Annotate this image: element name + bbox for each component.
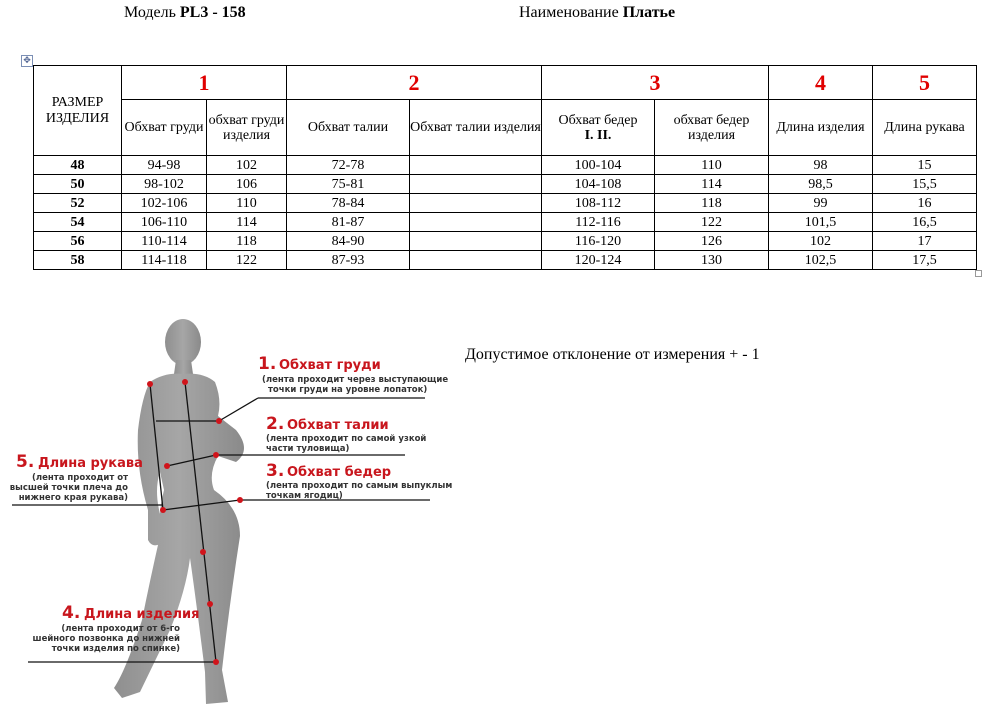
table-cell: 126 [655,232,769,251]
table-cell: 75-81 [287,175,410,194]
size-cell: 56 [34,232,122,251]
table-cell: 118 [655,194,769,213]
svg-text:(лента проходит через выступаю: (лента проходит через выступающие [262,375,449,385]
svg-text:Обхват груди: Обхват груди [279,358,381,373]
table-cell: 99 [769,194,873,213]
column-header: Длина изделия [769,100,873,156]
table-cell: 114 [655,175,769,194]
column-header [542,100,655,156]
column-header: Обхват груди [122,100,207,156]
svg-text:точки изделия по спинке): точки изделия по спинке) [51,644,180,654]
table-cell: 17,5 [873,251,977,270]
table-cell [410,194,542,213]
label-sleeve-length [10,452,143,503]
svg-text:(лента проходит от 6-го: (лента проходит от 6-го [61,624,180,634]
table-cell: 112-116 [542,213,655,232]
table-cell: 78-84 [287,194,410,213]
svg-text:Обхват талии: Обхват талии [287,418,389,433]
size-cell: 50 [34,175,122,194]
table-cell: 17 [873,232,977,251]
name-label: Наименование [519,4,619,21]
svg-text:точки груди на уровне лопаток): точки груди на уровне лопаток) [268,385,428,395]
table-cell: 120-124 [542,251,655,270]
table-row [34,194,977,213]
label-waist [266,414,426,454]
table-cell: 98 [769,156,873,175]
svg-text:4.: 4. [62,603,81,623]
table-cell: 15,5 [873,175,977,194]
name-value: Платье [622,4,676,21]
table-cell: 110-114 [122,232,207,251]
label-garment-length [33,603,200,654]
svg-text:высшей точки плеча до: высшей точки плеча до [9,483,128,493]
table-cell [410,251,542,270]
label-bust [258,354,448,395]
table-cell: 118 [207,232,287,251]
table-resize-handle[interactable] [975,270,982,277]
table-cell: 116-120 [542,232,655,251]
svg-text:(лента проходит от: (лента проходит от [32,473,128,483]
svg-text:(лента проходит по самой узкой: (лента проходит по самой узкой [266,434,427,444]
table-cell [410,213,542,232]
table-cell: 122 [207,251,287,270]
table-row [34,232,977,251]
table-cell: 114 [207,213,287,232]
group-number-2: 2 [287,66,542,100]
table-cell: 110 [207,194,287,213]
group-number-4: 4 [769,66,873,100]
table-move-handle-icon[interactable]: ✥ [21,55,33,67]
table-cell: 104-108 [542,175,655,194]
svg-text:нижнего края рукава): нижнего края рукава) [18,493,128,503]
table-cell: 72-78 [287,156,410,175]
table-cell: 101,5 [769,213,873,232]
table-cell: 106 [207,175,287,194]
label-hips [266,461,452,501]
table-cell: 102,5 [769,251,873,270]
svg-text:Обхват бедер: Обхват бедер [287,465,392,480]
svg-text:Длина рукава: Длина рукава [38,456,143,471]
table-cell [410,156,542,175]
table-cell: 110 [655,156,769,175]
svg-text:части туловища): части туловища) [266,444,350,454]
model-heading [124,4,246,22]
column-header: Обхват талии изделия [410,100,542,156]
tolerance-note: Допустимое отклонение от измерения + - 1 [465,346,760,363]
table-cell: 98,5 [769,175,873,194]
size-cell: 48 [34,156,122,175]
table-cell: 98-102 [122,175,207,194]
svg-text:шейного позвонка до нижней: шейного позвонка до нижней [32,634,180,644]
size-cell: 52 [34,194,122,213]
table-row [34,175,977,194]
measurement-figure [0,300,460,718]
table-cell: 106-110 [122,213,207,232]
table-row [34,156,977,175]
model-value: PL3 - 158 [179,4,246,21]
size-table [33,65,977,270]
svg-text:(лента проходит по самым выпук: (лента проходит по самым выпуклым [266,481,453,491]
table-cell: 15 [873,156,977,175]
column-header: обхват бедер изделия [655,100,769,156]
group-number-5: 5 [873,66,977,100]
table-cell: 94-98 [122,156,207,175]
size-header: РАЗМЕР ИЗДЕЛИЯ [34,66,122,156]
table-cell [410,175,542,194]
table-cell: 84-90 [287,232,410,251]
table-row [34,213,977,232]
table-row [34,251,977,270]
svg-text:точкам ягодиц): точкам ягодиц) [266,491,343,501]
column-header-text: Обхват бедер [558,112,638,128]
table-cell: 102-106 [122,194,207,213]
svg-text:5.: 5. [16,452,35,472]
svg-text:3.: 3. [266,461,285,481]
table-cell: 122 [655,213,769,232]
table-cell: 102 [769,232,873,251]
table-cell: 108-112 [542,194,655,213]
group-number-1: 1 [122,66,287,100]
table-cell: 100-104 [542,156,655,175]
table-cell: 130 [655,251,769,270]
column-header: Длина рукава [873,100,977,156]
table-cell: 16,5 [873,213,977,232]
svg-text:Длина изделия: Длина изделия [84,607,200,622]
column-header: обхват груди изделия [207,100,287,156]
table-cell: 114-118 [122,251,207,270]
name-heading [519,4,675,22]
table-cell: 81-87 [287,213,410,232]
table-cell [410,232,542,251]
size-cell: 54 [34,213,122,232]
column-header-suffix: I. II. [584,127,612,143]
size-cell: 58 [34,251,122,270]
svg-text:1.: 1. [258,354,277,374]
table-cell: 102 [207,156,287,175]
column-header: Обхват талии [287,100,410,156]
svg-text:2.: 2. [266,414,285,434]
group-number-3: 3 [542,66,769,100]
table-cell: 87-93 [287,251,410,270]
model-label: Модель [124,4,176,21]
table-cell: 16 [873,194,977,213]
